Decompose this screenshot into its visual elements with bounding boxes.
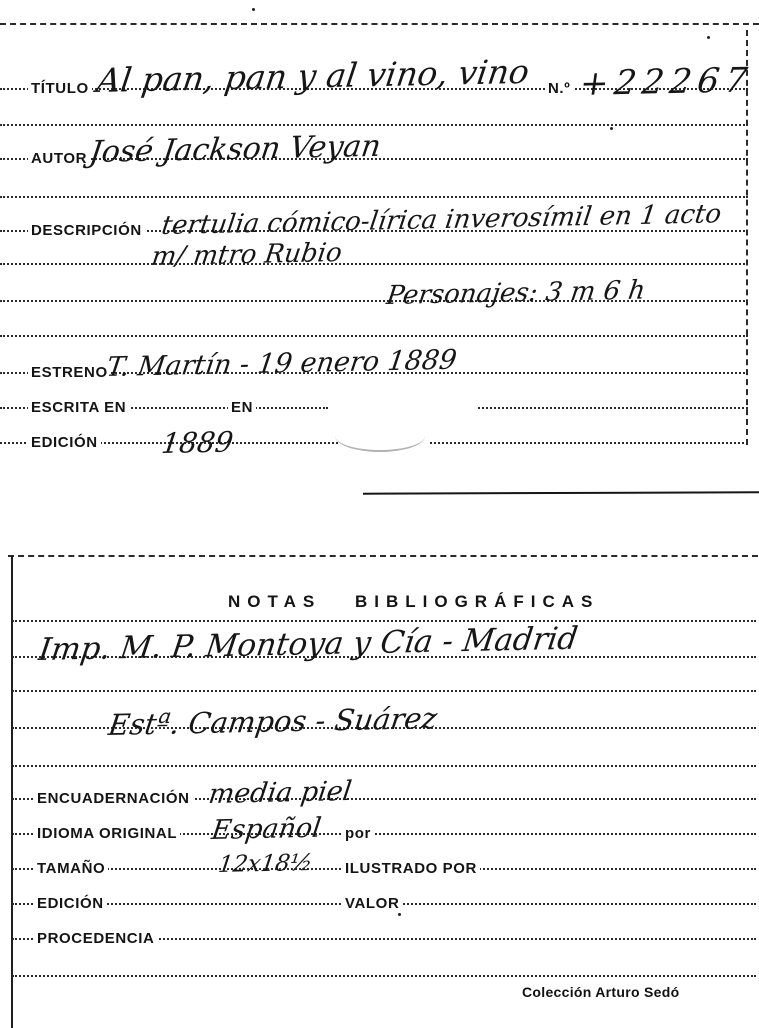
por-label: por	[342, 826, 374, 841]
estreno-row	[0, 344, 748, 383]
titulo-label: TÍTULO	[28, 81, 92, 96]
blank-rule	[0, 335, 748, 337]
estreno-label: ESTRENO	[28, 365, 111, 380]
edicion-notes-label: EDICIÓN	[34, 896, 107, 911]
descripcion-label: DESCRIPCIÓN	[28, 223, 145, 238]
blank-rule	[0, 196, 748, 198]
note-row-2	[12, 700, 756, 742]
tamano-label: TAMAÑO	[34, 861, 108, 876]
blank-rule	[12, 765, 756, 767]
tamano-value: 12x18½	[216, 850, 315, 879]
note-imprenta: Imp. M. P. Montoya y Cía - Madrid	[36, 620, 580, 669]
numero-label: N.º	[545, 81, 573, 96]
card-top-border	[0, 23, 759, 25]
titulo-value: Al pan, pan y al vino, vino	[94, 52, 532, 101]
edicion-rule-right	[430, 442, 748, 444]
procedencia-row	[12, 930, 756, 947]
descripcion-row-3	[0, 275, 748, 311]
descripcion-value-line3: Personajes: 3 m 6 h	[384, 275, 648, 311]
scan-speck	[707, 36, 710, 39]
descripcion-value-line1: tertulia cómico-lírica inverosímil en 1 acto	[159, 198, 724, 241]
edicion-row	[0, 425, 338, 460]
estreno-value: T. Martín - 19 enero 1889	[104, 344, 459, 383]
notas-bibliograficas-title: NOTAS BIBLIOGRÁFICAS	[228, 592, 600, 611]
blank-rule	[0, 124, 748, 126]
notes-card-top-border	[8, 555, 758, 557]
idioma-original-value: Español	[209, 812, 324, 846]
idioma-original-label: IDIOMA ORIGINAL	[34, 826, 180, 841]
header-rule	[12, 620, 756, 622]
scan-smudge	[335, 436, 425, 452]
escrita-en-row	[0, 399, 328, 416]
edicion-label: EDICIÓN	[28, 435, 101, 450]
card-edge-line	[363, 491, 759, 494]
descripcion-row-2	[0, 237, 748, 272]
autor-value: José Jackson Veyan	[87, 128, 384, 171]
procedencia-label: PROCEDENCIA	[34, 931, 157, 946]
en-label: EN	[228, 400, 256, 415]
notes-card-left-border	[11, 556, 13, 1028]
idioma-original-row	[12, 812, 756, 846]
ilustrado-por-label: ILUSTRADO POR	[342, 861, 480, 876]
autor-label: AUTOR	[28, 151, 90, 166]
blank-rule	[12, 690, 756, 692]
encuadernacion-value: media piel	[206, 775, 354, 810]
encuadernacion-label: ENCUADERNACIÓN	[34, 791, 193, 806]
descripcion-row	[0, 198, 748, 241]
tamano-row	[12, 850, 756, 879]
titulo-row	[0, 52, 756, 105]
valor-label: VALOR	[342, 896, 402, 911]
descripcion-value-line2: m/ mtro Rubio	[149, 237, 344, 272]
edicion-value: 1889	[159, 425, 236, 460]
encuadernacion-row	[12, 775, 756, 810]
escrita-en-label: ESCRITA EN	[28, 400, 129, 415]
blank-rule	[12, 975, 756, 977]
escrita-en-rule-right	[478, 407, 748, 409]
scan-speck	[610, 127, 613, 130]
autor-row	[0, 128, 748, 171]
scan-speck	[398, 913, 401, 916]
scan-speck	[252, 8, 255, 11]
edicion-notes-row	[12, 895, 756, 912]
note-row-1	[12, 620, 756, 669]
collection-credit: Colección Arturo Sedó	[522, 984, 680, 1000]
numero-value: +22267	[577, 60, 756, 105]
note-estampa: Estª. Campos - Suárez	[106, 700, 440, 742]
